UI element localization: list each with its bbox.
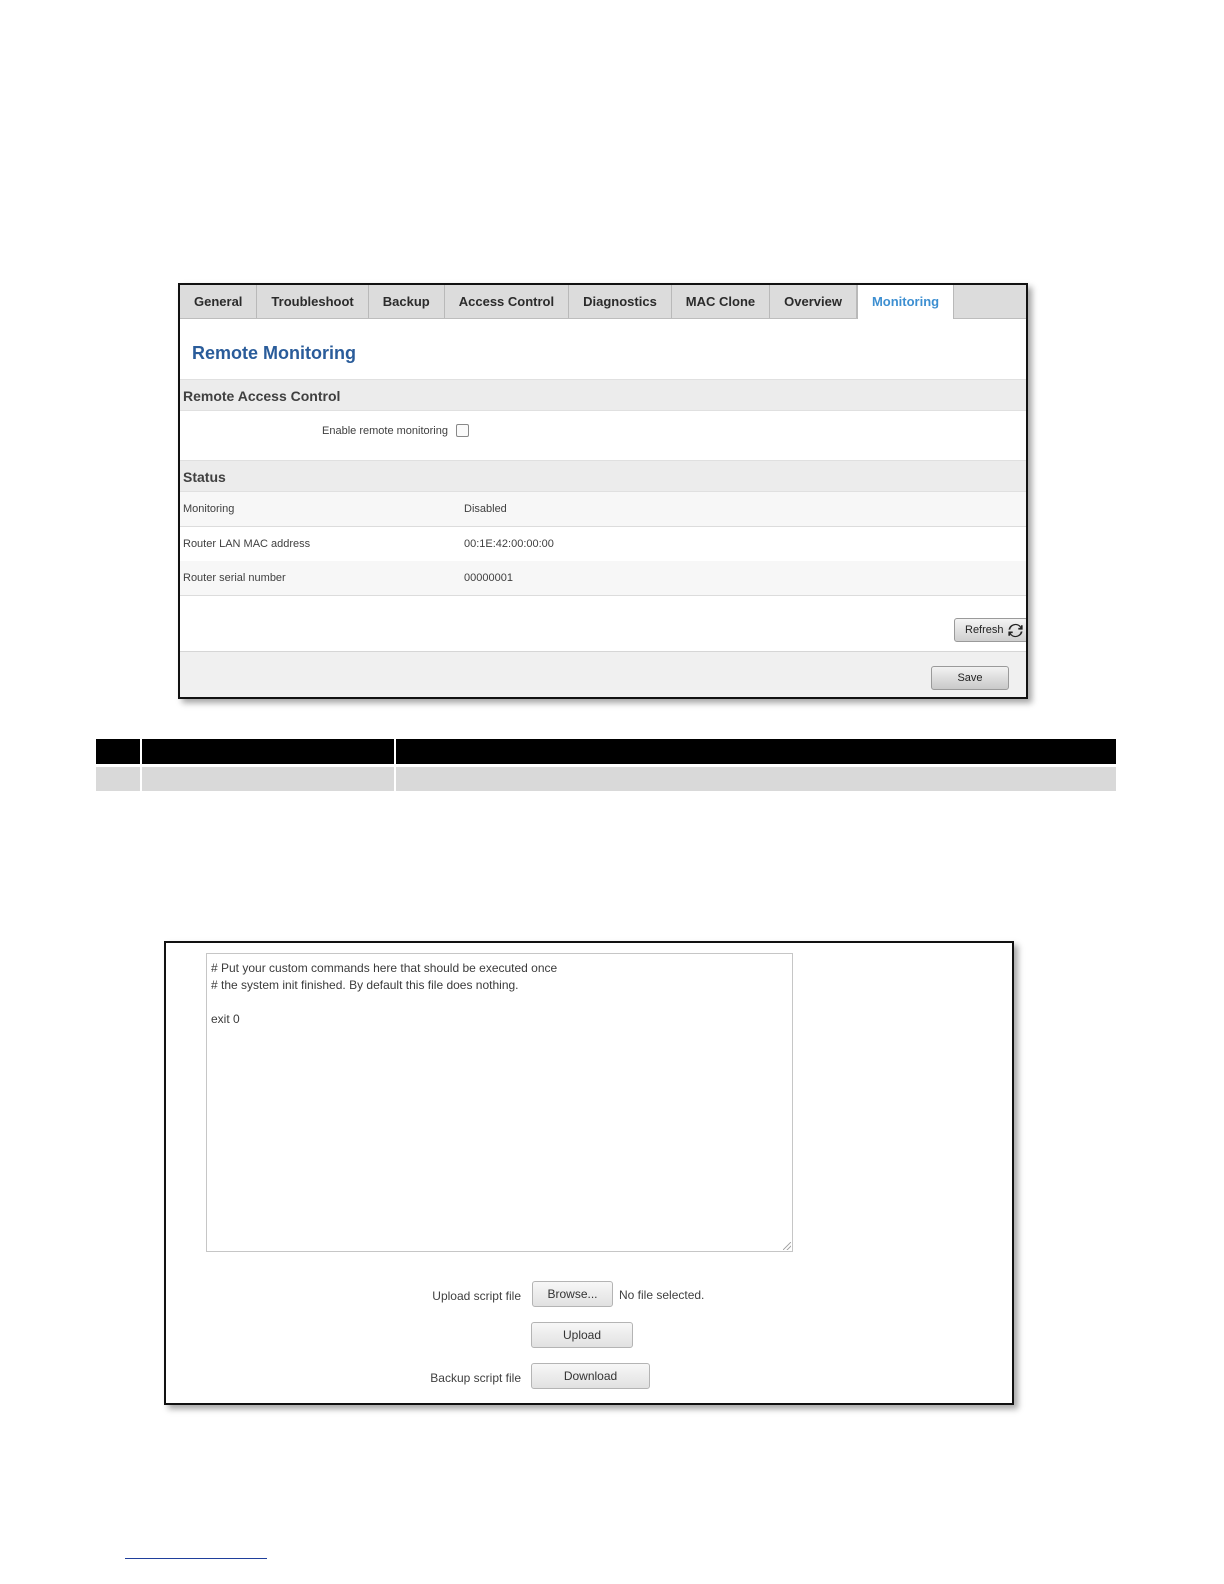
table-cell	[396, 767, 1116, 791]
table-header-cell	[96, 739, 140, 764]
tab-monitoring[interactable]: Monitoring	[857, 285, 954, 319]
no-file-selected-text: No file selected.	[619, 1288, 705, 1302]
script-line: # Put your custom commands here that should be executed once	[211, 961, 558, 975]
footer-link-underline[interactable]	[125, 1558, 267, 1559]
refresh-button[interactable]	[954, 618, 1028, 642]
status-key: Router LAN MAC address	[183, 538, 311, 550]
tab-overview[interactable]: Overview	[770, 285, 857, 318]
enable-remote-monitoring-label: Enable remote monitoring	[322, 425, 448, 437]
refresh-icon	[1008, 623, 1023, 638]
download-button[interactable]: Download	[531, 1363, 650, 1389]
upload-button[interactable]: Upload	[531, 1322, 633, 1348]
table-header-cell	[142, 739, 394, 764]
table-cell	[96, 767, 140, 791]
status-section-header: Status	[180, 460, 1026, 492]
status-row-mac	[180, 527, 1026, 562]
custom-scripts-window	[164, 941, 1014, 1405]
tab-mac-clone[interactable]: MAC Clone	[672, 285, 770, 318]
table-row	[96, 767, 1116, 791]
tab-diagnostics[interactable]: Diagnostics	[569, 285, 672, 318]
document-table	[96, 739, 1116, 791]
refresh-label: Refresh	[965, 624, 1004, 636]
enable-remote-monitoring-row	[180, 419, 1026, 447]
save-button[interactable]: Save	[931, 666, 1009, 690]
tab-bar	[180, 285, 1026, 319]
status-key: Router serial number	[183, 572, 286, 584]
script-line	[211, 994, 788, 1011]
save-bar	[180, 651, 1026, 697]
enable-remote-monitoring-checkbox[interactable]	[456, 424, 469, 437]
upload-script-label: Upload script file	[432, 1289, 521, 1303]
backup-script-label: Backup script file	[430, 1371, 521, 1385]
table-cell	[142, 767, 394, 791]
status-value: 00000001	[464, 572, 513, 584]
table-header-cell	[396, 739, 1116, 764]
remote-monitoring-window	[178, 283, 1028, 699]
remote-access-section-header: Remote Access Control	[180, 379, 1026, 411]
script-line: # the system init finished. By default this file does nothing.	[211, 978, 519, 992]
status-value: 00:1E:42:00:00:00	[464, 538, 554, 550]
status-key: Monitoring	[183, 503, 235, 515]
page-title: Remote Monitoring	[192, 343, 356, 363]
resize-grip-icon[interactable]	[783, 1242, 791, 1250]
script-line: exit 0	[211, 1012, 240, 1026]
status-row-monitoring	[180, 492, 1026, 527]
tab-backup[interactable]: Backup	[369, 285, 445, 318]
status-value: Disabled	[464, 503, 507, 515]
status-row-serial	[180, 561, 1026, 596]
tab-troubleshoot[interactable]: Troubleshoot	[257, 285, 368, 318]
table-header-row	[96, 739, 1116, 764]
tab-general[interactable]: General	[180, 285, 257, 318]
script-textarea[interactable]	[206, 953, 793, 1252]
tab-access-control[interactable]: Access Control	[445, 285, 569, 318]
browse-button[interactable]: Browse...	[532, 1281, 613, 1307]
